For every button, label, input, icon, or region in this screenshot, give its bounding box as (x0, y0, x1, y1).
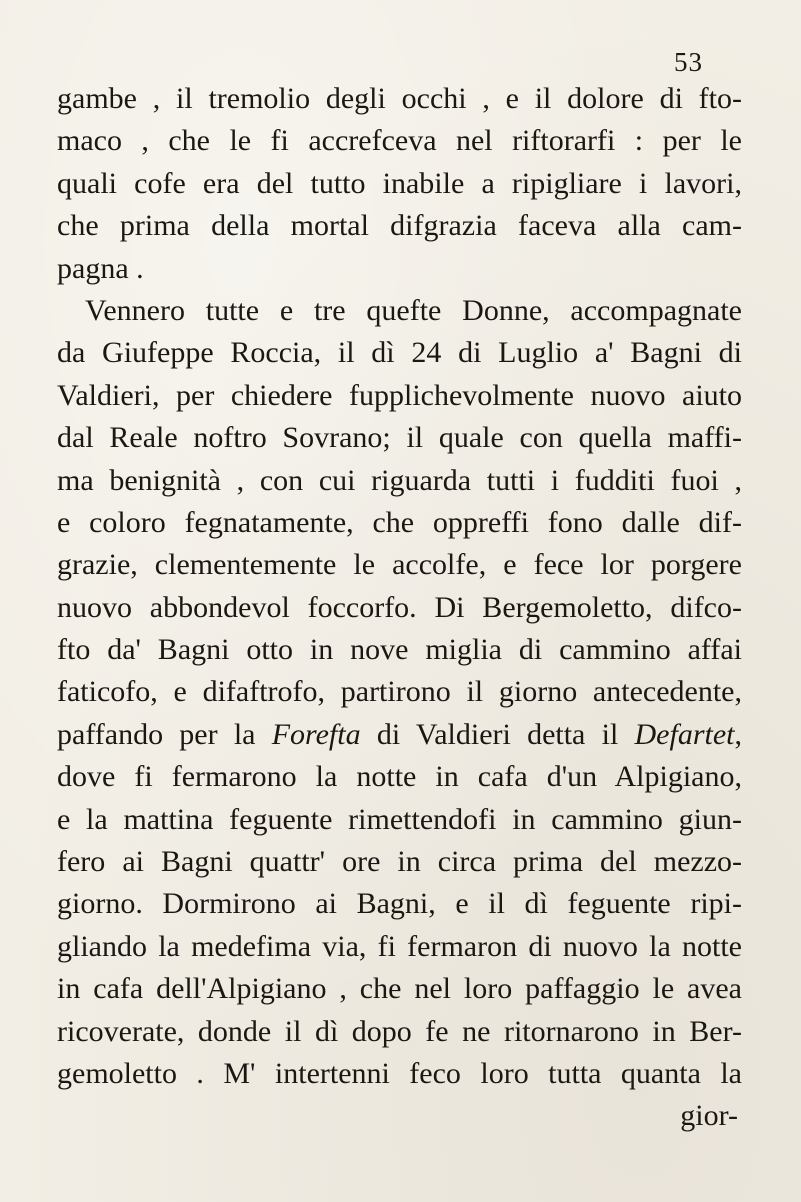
text-line: quali cofe era del tutto inabile a ripigliare i lavori, (57, 166, 742, 200)
text-line: giorno. Dormirono ai Bagni, e il dì feguente ripi- (57, 887, 742, 921)
text-line: nuovo abbondevol foccorfo. Di Bergemoletto, difco- (57, 590, 742, 624)
text-line: maco , che le fi accrefceva nel riftorarfi : per le (57, 124, 742, 158)
text-line: ricoverate, donde il dì dopo fe ne ritornarono in Ber- (57, 1014, 742, 1048)
text-line: Valdieri, per chiedere fupplichevolmente nuovo aiuto (57, 378, 742, 412)
text-line: e la mattina feguente rimettendofi in cammino giun- (57, 802, 742, 836)
text-line: e coloro fegnatamente, che oppreffi fono dalle dif- (57, 505, 742, 539)
text-line: dal Reale noftro Sovrano; il quale con quella maffi- (57, 421, 742, 455)
text-line: ma benignità , con cui riguarda tutti i fudditi fuoi , (57, 463, 742, 497)
page-number: 53 (674, 47, 703, 77)
text-line: pagna . (57, 251, 144, 285)
text-line: paffando per la Forefta di Valdieri detta il Defartet, (57, 717, 742, 751)
text-line: gliando la medefima via, fi fermaron di nuovo la notte (57, 929, 742, 963)
text-line: gemoletto . M' intertenni feco loro tutta quanta la (57, 1056, 742, 1090)
body-text (57, 78, 742, 1138)
catchword-row (57, 1095, 742, 1137)
text-line: fto da' Bagni otto in nove miglia di cammino affai (57, 633, 742, 667)
text-line: grazie, clementemente le accolfe, e fece lor porgere (57, 548, 742, 582)
text-line: fero ai Bagni quattr' ore in circa prima del mezzo- (57, 845, 742, 879)
catchword: gior- (680, 1099, 738, 1133)
text-line: da Giufeppe Roccia, il dì 24 di Luglio a' Bagni di (57, 336, 742, 370)
paragraph-start-line: Vennero tutte e tre quefte Donne, accompagnate (85, 293, 742, 327)
text-line: gambe , il tremolio degli occhi , e il dolore di fto- (57, 82, 742, 115)
text-line: dove fi fermarono la notte in cafa d'un Alpigiano, (57, 760, 742, 794)
text-line: faticofo, e difaftrofo, partirono il giorno antecedente, (57, 675, 742, 709)
text-line: che prima della mortal difgrazia faceva alla cam- (57, 209, 742, 243)
text-line: in cafa dell'Alpigiano , che nel loro paffaggio le avea (57, 972, 742, 1006)
